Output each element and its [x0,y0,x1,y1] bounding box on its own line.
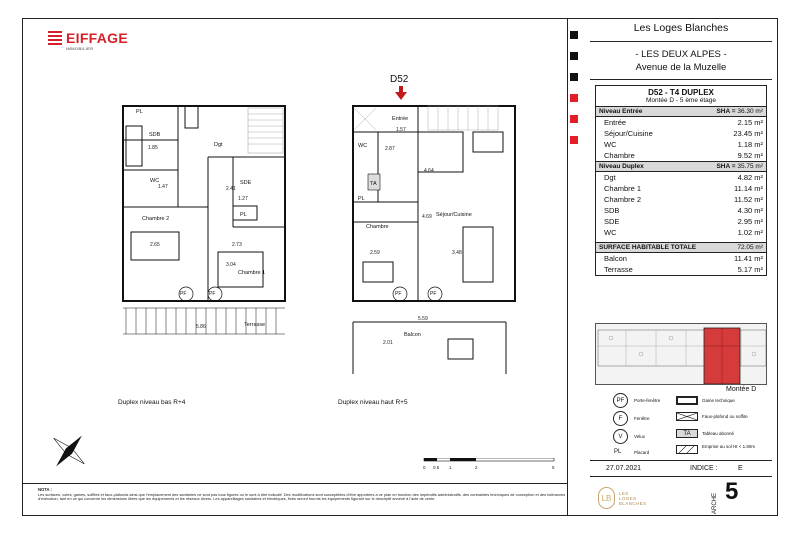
table-row [596,172,766,183]
room-name: WC [604,228,617,237]
scale-tick: 5 [552,465,555,470]
window-label: PF [209,291,216,297]
loges-blanches-logo [598,487,646,509]
room-area: 11.14 m² [733,184,763,193]
total-label: SURFACE HABITABLE TOTALE [599,244,697,251]
table-row [596,194,766,205]
project-street: Avenue de la Muzelle [635,62,727,73]
logo-subtitle: IMMOBILIER [66,46,94,51]
project-name: Les Loges Blanches [633,22,729,34]
legend-pf-symbol: PF [613,393,628,408]
legend-f-symbol: F [613,411,628,426]
unit-title: D52 - T4 DUPLEX [648,88,714,97]
duplex-sha-value: 35.75 m² [737,163,763,170]
room-area: 23.45 m² [733,129,763,138]
dimension: 2.59 [370,250,380,256]
index-value: E [738,465,743,472]
legend-pl-symbol: PL [614,449,622,455]
room-name: Entrée [604,118,627,127]
legend-low-height-symbol [676,445,698,454]
dimension: 1.57 [396,127,406,133]
table-row [596,205,766,216]
entry-sha-value: 36.30 m² [737,108,763,115]
panel-divider [567,18,568,516]
cross-hatch-icon [677,413,697,420]
room-label: Chambre [366,224,389,230]
floor-square-2 [570,52,578,60]
room-label: Entrée [392,116,409,122]
brand-monogram: LB [598,487,615,509]
table-row [596,150,766,161]
entry-arrow-icon [395,86,407,100]
project-city: - LES DEUX ALPES - [635,49,727,60]
dimension: 4.69 [422,214,432,220]
duplex-sha-label: SHA = [716,163,736,170]
room-name: Terrasse [604,265,633,274]
table-row [596,139,766,150]
dimension: 1.27 [238,196,248,202]
dimension: 3.48 [452,250,462,256]
duplex-level-label: Niveau Duplex [599,163,644,170]
surface-table [595,85,767,276]
building-minimap [595,323,767,385]
room-name: Chambre 1 [604,184,642,193]
room-area: 11.41 m² [733,254,763,263]
legend-ceiling-text: Faux-plafond ou soffite [702,414,748,419]
total-row [596,242,766,253]
table-row [596,227,766,238]
floor-square-5 [570,115,578,123]
floor-square-1 [570,31,578,39]
room-label: PL [358,196,365,202]
room-area: 4.30 m² [737,206,763,215]
legend-shaft-text: Gaine technique [702,398,735,403]
entry-sha-label: SHA = [716,108,736,115]
plan-low-caption: Duplex niveau bas R+4 [118,399,186,406]
table-row [596,128,766,139]
duplex-level-header [596,161,766,172]
scale-tick: 1 [449,465,452,470]
brand-line: LOGES [619,495,637,501]
room-name: SDB [604,206,620,215]
room-area: 2.15 m² [737,118,763,127]
footer-rule [590,460,772,461]
project-location [590,48,772,74]
dimension: 2.87 [385,146,395,152]
dimension: 2.01 [383,340,393,346]
legend-low-height-text: Emprise au sol Ht < 1.80m [702,444,756,449]
room-area: 11.52 m² [733,195,763,204]
arche-number: 5 [725,478,739,505]
legend-f-text: Fenêtre [634,416,650,421]
room-label: Chambre 2 [142,216,170,222]
logo-wordmark: EIFFAGE [66,30,128,46]
room-label: Dgt [214,142,223,148]
room-label: WC [358,143,368,149]
room-label: Chambre 1 [238,270,266,276]
table-row [596,117,766,128]
eiffage-logo [48,30,128,46]
legend-v-symbol: V [613,429,628,444]
header-rule [590,41,772,42]
room-label: TA [370,181,377,187]
room-label: Balcon [404,332,421,338]
dimension: 5.86 [196,324,206,330]
brand-line: LES [619,490,629,496]
legend-shaft-symbol [676,396,698,405]
room-label: WC [150,178,160,184]
floor-square-6 [570,136,578,144]
scale-bar [422,458,556,468]
table-row [596,253,766,264]
room-name: WC [604,140,617,149]
room-label: SDE [240,180,252,186]
minimap-label: Montée D [726,386,757,393]
unit-subtitle: Montée D - 5 ème étage [645,97,717,104]
room-area: 1.02 m² [737,228,763,237]
scale-tick: 0.5 [433,465,440,470]
index-label: INDICE : [690,465,718,472]
window-label: PF [180,291,187,297]
dimension: 5.59 [418,316,428,322]
plan-date: 27.07.2021 [606,465,642,472]
brand-line: BLANCHES [619,500,647,506]
notes-body: Les surfaces, cotes, gaines, soffites et faux-plafonds ainsi que l'emplacement des sanitaires ne sont pas tous figurés ou le sont à titre indicatif. Des modifications sont susceptibles d'être apportées à ce plan en fonction des impératifs administratifs, des contraintes techniques de conception et des tolérances d'exécution, tant en ce qui concerne les dimensions libres que les équipements et les réseaux divers. Les appareillages sanitaires et électriques, fixés seront fournis les équipements figurant sur le descriptif annexé à l'acte de vente. [38,491,566,502]
dimension: 2.65 [150,242,160,248]
floor-square-4 [570,94,578,102]
window-label: PF [395,291,402,297]
plan-high-caption: Duplex niveau haut R+5 [338,399,408,406]
dimension: 4.64 [424,168,434,174]
legend-v-text: Velux [634,434,646,439]
room-label: SDB [149,132,161,138]
legend-ta-symbol: TA [676,429,698,438]
dimension: 1.85 [148,145,158,151]
dimension: 1.47 [158,184,168,190]
room-area: 2.95 m² [737,217,763,226]
dimension: 2.73 [232,242,242,248]
plan-high-level [348,102,520,378]
room-area: 1.18 m² [737,140,763,149]
legal-notes [38,488,566,502]
entry-level-header [596,106,766,117]
notes-divider [22,483,567,484]
table-row [596,264,766,275]
notes-title: NOTA : [38,487,52,492]
room-label: Terrasse [244,322,266,328]
eiffage-stripes-icon [48,31,62,45]
legend-pl-text: Placard [634,450,650,455]
dimension: 3.04 [226,262,236,268]
room-label: PL [240,212,247,218]
total-value: 72.05 m² [737,244,763,251]
room-name: SDE [604,217,620,226]
diagonal-hatch-icon [677,446,697,453]
north-compass-icon [46,428,92,474]
table-row [596,216,766,227]
legend-ceiling-symbol [676,412,698,421]
minimap-drawing [596,324,767,385]
room-label: Séjour/Cuisine [436,212,472,218]
entry-level-label: Niveau Entrée [599,108,643,115]
room-name: Balcon [604,254,627,263]
legend-ta-text: Tableau abonné [702,431,735,436]
legend-pf-text: Porte-fenêtre [634,398,661,403]
scale-tick: 0 [423,465,426,470]
room-label: PL [136,109,143,115]
room-area: 9.52 m² [737,151,763,160]
floor-square-3 [570,73,578,81]
room-name: Chambre 2 [604,195,642,204]
footer-rule-2 [590,476,772,477]
table-row [596,183,766,194]
brand-text [619,491,646,506]
unit-marker: D52 [390,74,409,85]
room-name: Séjour/Cuisine [604,129,653,138]
arche-wordmark: ARCHE [712,492,718,514]
room-name: Dgt [604,173,616,182]
scale-tick: 2 [475,465,478,470]
dimension: 2.41 [226,186,236,192]
window-label: PF [430,291,437,297]
room-area: 5.17 m² [737,265,763,274]
room-area: 4.82 m² [737,173,763,182]
header-rule-2 [590,79,772,80]
room-name: Chambre [604,151,635,160]
